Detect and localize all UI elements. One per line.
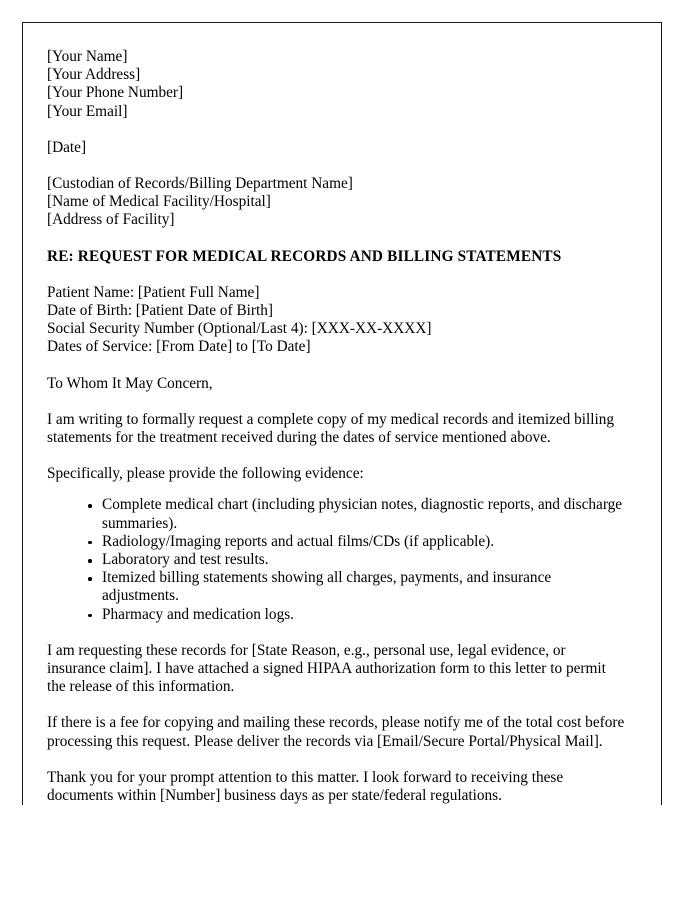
salutation-block	[47, 375, 627, 393]
subject-block	[47, 248, 627, 266]
sender-address-block	[47, 48, 627, 121]
recipient-custodian: [Custodian of Records/Billing Department Name]	[47, 175, 353, 193]
patient-ssn-line: Social Security Number (Optional/Last 4): [XXX-XX-XXXX]	[47, 320, 432, 338]
document-page	[22, 22, 662, 805]
closing-paragraph-block	[47, 769, 627, 805]
reason-paragraph: I am requesting these records for [State Reason, e.g., personal use, legal evidence, or insurance claim]. I have attached a signed HIPAA authorization form to this letter to permit the release of this information.	[47, 641, 606, 696]
salutation: To Whom It May Concern,	[47, 374, 213, 392]
closing-paragraph: Thank you for your prompt attention to this matter. I look forward to receiving these documents within [Number] business days as per state/federal regulations.	[47, 768, 564, 805]
fees-paragraph-block	[47, 714, 627, 750]
list-item: Itemized billing statements showing all charges, payments, and insurance adjustments.	[88, 569, 627, 605]
letter-content	[47, 48, 627, 805]
list-item: Laboratory and test results.	[88, 551, 627, 569]
patient-name-line: Patient Name: [Patient Full Name]	[47, 283, 260, 301]
reason-paragraph-block	[47, 642, 627, 697]
list-item: Pharmacy and medication logs.	[88, 606, 627, 624]
evidence-list	[47, 496, 627, 623]
sender-phone: [Your Phone Number]	[47, 84, 184, 102]
recipient-facility-address: [Address of Facility]	[47, 211, 175, 229]
patient-info-block	[47, 284, 627, 357]
list-item: Complete medical chart (including physician notes, diagnostic reports, and discharge summaries).	[88, 496, 627, 532]
subject-line: RE: REQUEST FOR MEDICAL RECORDS AND BILLING STATEMENTS	[47, 247, 562, 265]
recipient-facility: [Name of Medical Facility/Hospital]	[47, 193, 271, 211]
fees-paragraph: If there is a fee for copying and mailing these records, please notify me of the total cost before processing this request. Please deliver the records via [Email/Secure Portal/Physical Mail].	[47, 714, 625, 750]
intro-paragraph: I am writing to formally request a complete copy of my medical records and itemized billing statements for the treatment received during the dates of service mentioned above.	[47, 410, 615, 447]
patient-dob-line: Date of Birth: [Patient Date of Birth]	[47, 302, 273, 320]
sender-email: [Your Email]	[47, 102, 128, 120]
recipient-address-block	[47, 175, 627, 230]
list-lead-in-block	[47, 465, 627, 483]
intro-paragraph-block	[47, 411, 627, 447]
sender-name: [Your Name]	[47, 48, 128, 65]
letter-date: [Date]	[47, 138, 87, 156]
date-block	[47, 139, 627, 157]
list-lead-in: Specifically, please provide the following evidence:	[47, 465, 364, 483]
sender-address: [Your Address]	[47, 66, 141, 84]
dates-of-service-line: Dates of Service: [From Date] to [To Date]	[47, 338, 311, 356]
list-item: Radiology/Imaging reports and actual films/CDs (if applicable).	[88, 533, 627, 551]
